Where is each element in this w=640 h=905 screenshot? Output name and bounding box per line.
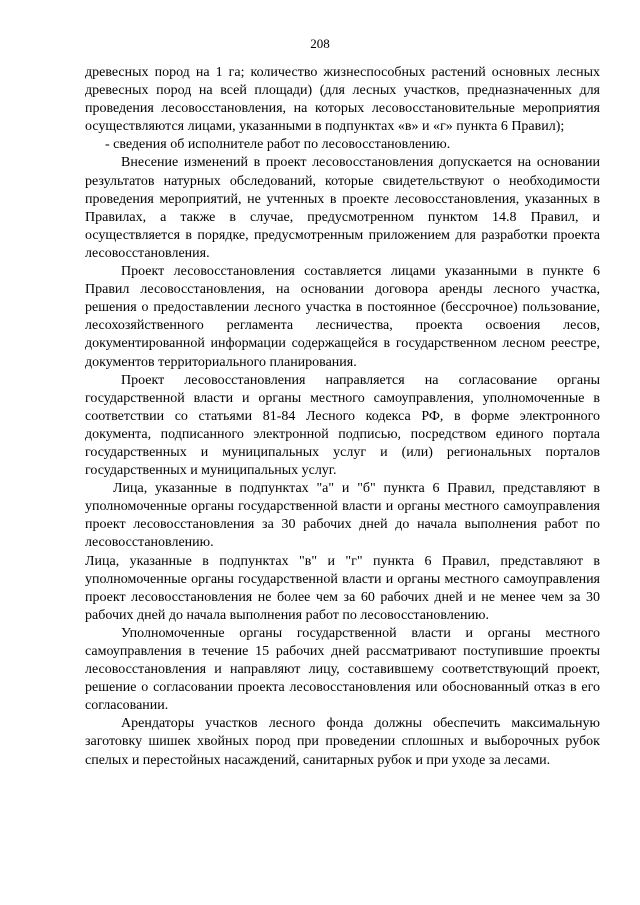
document-body [85, 64, 600, 770]
paragraph-cone-harvesting: Арендаторы участков лесного фонда должны обеспечить максимальную заготовку шишек хвойных пород при проведении сплошных и выборочных рубок спелых и перестойных насаждений, санитарных рубок и при уходе за лесами. [85, 716, 600, 768]
paragraph-approval-submission: Проект лесовосстановления направляется на согласование органы государственной власти и органы местного самоуправления, уполномоченные в соответствии со статьями 81-84 Лесного кодекса РФ, в форме электронного документа, подписанного электронной подписью, посредством единого портала государственных и муниципальных услуг и (или) региональных порталов государственных и муниципальных услуг. [85, 372, 600, 479]
paragraph-project-preparation: Проект лесовосстановления составляется лицами указанными в пункте 6 Правил лесовосстановления, на основании договора аренды лесного участка, решения о предоставлении лесного участка в постоянное (бессрочное) пользование, лесохозяйственного регламента лесничества, проекта освоения лесов, документированной информации содержащейся в государственном лесном реестре, документов территориального планирования. [85, 264, 600, 370]
paragraph-continuation: древесных пород на 1 га; количество жизнеспособных растений основных лесных древесных пород на всей площади) (для лесных участков, предназначенных для проведения лесовосстановления, на которых лесовосстановительные мероприятия осуществляются лицами, указанными в подпунктах «в» и «г» пункта 6 Правил); [85, 65, 600, 135]
paragraph-amendments: Внесение изменений в проект лесовосстановления допускается на основании результатов натурных обследований, которые свидетельствуют о необходимости проведения мероприятий, не учтенных в проекте лесовосстановления, указанных в Правилах, а также в случае, предусмотренном пунктом 14.8 Правил, и осуществляется в порядке, предусмотренным приложением для разработки проекта лесовосстановления. [85, 155, 600, 261]
paragraph-persons-a-b: Лица, указанные в подпунктах "а" и "б" пункта 6 Правил, представляют в уполномоченные органы государственной власти и органы местного самоуправления проект лесовосстановления за 30 рабочих дней до начала выполнения работ по лесовосстановлению. [85, 481, 600, 551]
paragraph-review-period: Уполномоченные органы государственной власти и органы местного самоуправления в течение 15 рабочих дней рассматривают поступившие проекты лесовосстановления и направляют лицу, составившему соответствующий проект, решение о согласовании проекта лесовосстановления или обоснованный отказ в его согласовании. [85, 625, 600, 714]
paragraph-persons-v-g: Лица, указанные в подпунктах "в" и "г" пункта 6 Правил, представляют в уполномоченные органы государственной власти и органы местного самоуправления проект лесовосстановления не более чем за 60 рабочих дней и не менее чем за 30 рабочих дней до начала выполнения работ по лесовосстановлению. [85, 553, 600, 623]
paragraph-contractor-info: - сведения об исполнителе работ по лесовосстановлению. [105, 137, 451, 153]
page-number: 208 [310, 36, 330, 51]
